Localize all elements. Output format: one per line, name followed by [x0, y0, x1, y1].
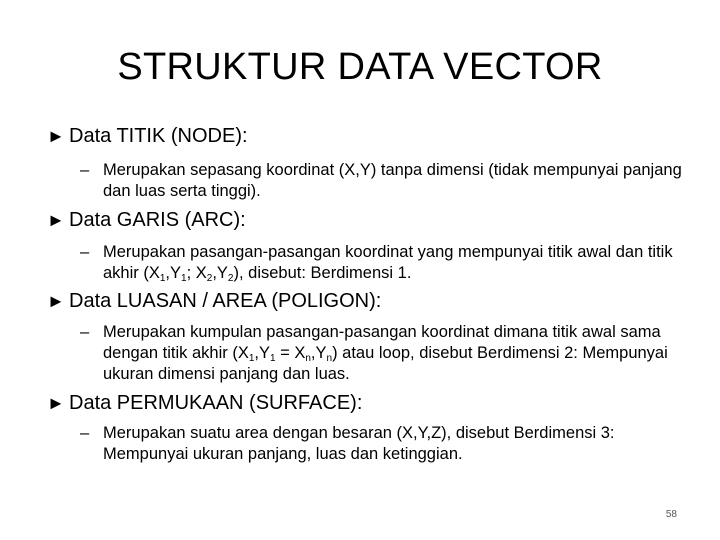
triangle-bullet-icon: ► [47, 126, 65, 146]
triangle-bullet-icon: ► [47, 291, 65, 311]
sub-bullet-titik [80, 160, 690, 202]
sub-bullet-garis [80, 242, 690, 284]
bullet-titik [47, 124, 248, 148]
bullet-heading: Data PERMUKAAN (SURFACE): [69, 392, 363, 414]
bullet-heading: Data LUASAN / AREA (POLIGON): [69, 290, 382, 312]
sub-bullet-luasan [80, 322, 690, 385]
dash-bullet-icon: – [80, 424, 90, 442]
dash-bullet-icon: – [80, 323, 90, 341]
bullet-heading: Data TITIK (NODE): [69, 125, 248, 147]
slide-title: STRUKTUR DATA VECTOR [117, 46, 603, 88]
page-number: 58 [665, 509, 677, 520]
sub-bullet-permukaan [80, 423, 690, 465]
dash-bullet-icon: – [80, 161, 90, 179]
triangle-bullet-icon: ► [47, 393, 65, 413]
sub-bullet-text: Merupakan suatu area dengan besaran (X,Y,Z), disebut Berdimensi 3: Mempunyai ukuran panjang, luas dan ketinggian. [103, 424, 615, 463]
bullet-permukaan [47, 391, 362, 415]
sub-bullet-text: Merupakan sepasang koordinat (X,Y) tanpa dimensi (tidak mempunyai panjang dan luas serta tinggi). [103, 161, 682, 200]
sub-bullet-text: Merupakan pasangan-pasangan koordinat yang mempunyai titik awal dan titik akhir ($X_1,Y_1$; $X_2,Y_2$), disebut: Berdimensi 1. [103, 243, 673, 284]
dash-bullet-icon: – [80, 243, 90, 261]
triangle-bullet-icon: ► [47, 210, 65, 230]
bullet-heading: Data GARIS (ARC): [69, 209, 246, 231]
sub-bullet-text: Merupakan kumpulan pasangan-pasangan koordinat dimana titik awal sama dengan titik akhir $(X_1,Y_1 = X_n,Y_n)$ atau loop, disebut Berdimensi 2: Mempunyai ukuran dimensi panjang dan luas. [103, 323, 668, 383]
bullet-garis [47, 208, 246, 232]
bullet-luasan [47, 289, 381, 313]
